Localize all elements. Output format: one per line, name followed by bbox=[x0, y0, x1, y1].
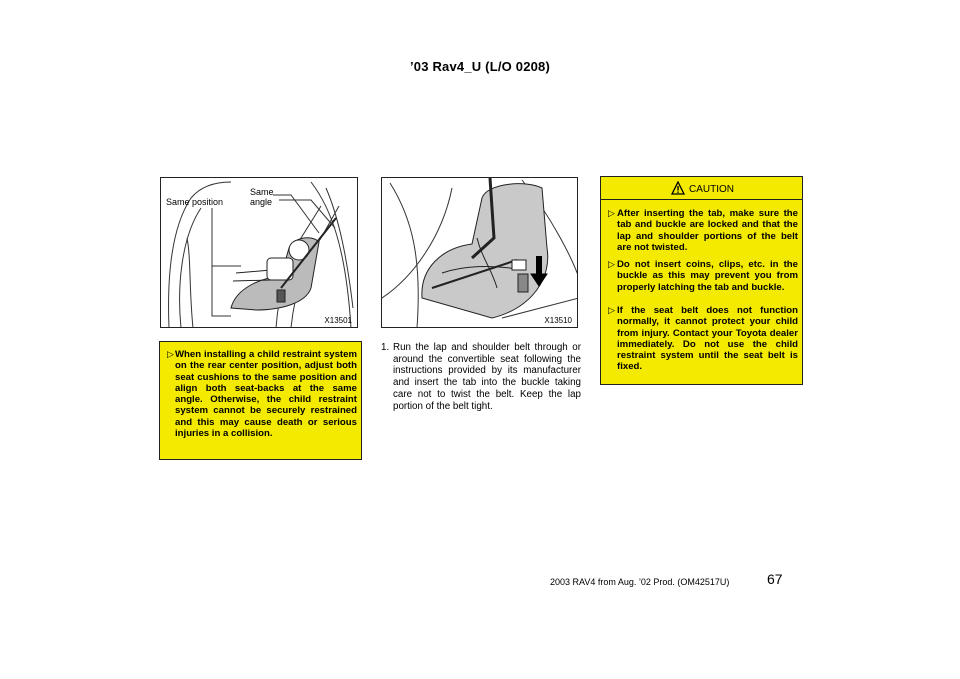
caution-box bbox=[600, 176, 803, 385]
installation-warning-box bbox=[159, 341, 362, 460]
warning-text: When installing a child restraint system on the rear center position, adjust both seat cushions to the same position and align both seat-backs at the same angle. Otherwise, the child restraint system cannot be securely restrained and this may cause death or serious injuries in a collision. bbox=[175, 349, 357, 440]
footer-text: 2003 RAV4 from Aug. ’02 Prod. (OM42517U) bbox=[550, 577, 730, 587]
warning-item bbox=[167, 349, 357, 439]
triangle-bullet-icon: ▷ bbox=[608, 305, 615, 315]
caution-title: CAUTION bbox=[689, 184, 734, 195]
figure-code: X13510 bbox=[544, 316, 572, 325]
step-text: Run the lap and shoulder belt through or around the convertible seat following the instructions provided by its manufacturer and insert the tab into the buckle taking care not to twist the belt. Keep the lap portion of the belt tight. bbox=[393, 342, 581, 412]
step-number: 1. bbox=[381, 342, 390, 353]
figure-seat-position-angle bbox=[160, 177, 358, 328]
triangle-bullet-icon: ▷ bbox=[608, 259, 615, 269]
caution-item bbox=[608, 305, 798, 373]
page-header: ’03 Rav4_U (L/O 0208) bbox=[409, 59, 551, 74]
figure-belt-through-seat bbox=[381, 177, 578, 328]
triangle-bullet-icon: ▷ bbox=[608, 208, 615, 218]
caution-item-text: If the seat belt does not function normally, it cannot protect your child from injury. Contact your Toyota dealer immediately. Do not use the child restraint system until the seat belt is fixed. bbox=[617, 305, 798, 373]
caution-item bbox=[608, 259, 798, 293]
convertible-seat-belt-illustration bbox=[382, 178, 578, 328]
caution-item-text: Do not insert coins, clips, etc. in the buckle as this may prevent you from properly latching the tab and buckle. bbox=[617, 259, 798, 293]
label-same-angle: Same angle bbox=[250, 187, 274, 207]
figure-code: X13501 bbox=[324, 316, 352, 325]
instruction-step-1 bbox=[381, 342, 581, 412]
caution-item-text: After inserting the tab, make sure the tab and buckle are locked and that the lap and shoulder portions of the belt are not twisted. bbox=[617, 208, 798, 253]
label-same-position: Same position bbox=[166, 197, 224, 207]
triangle-bullet-icon: ▷ bbox=[167, 349, 174, 359]
caution-item bbox=[608, 208, 798, 253]
warning-triangle-icon bbox=[671, 181, 685, 195]
caution-header bbox=[601, 177, 802, 200]
page-number: 67 bbox=[767, 571, 783, 587]
